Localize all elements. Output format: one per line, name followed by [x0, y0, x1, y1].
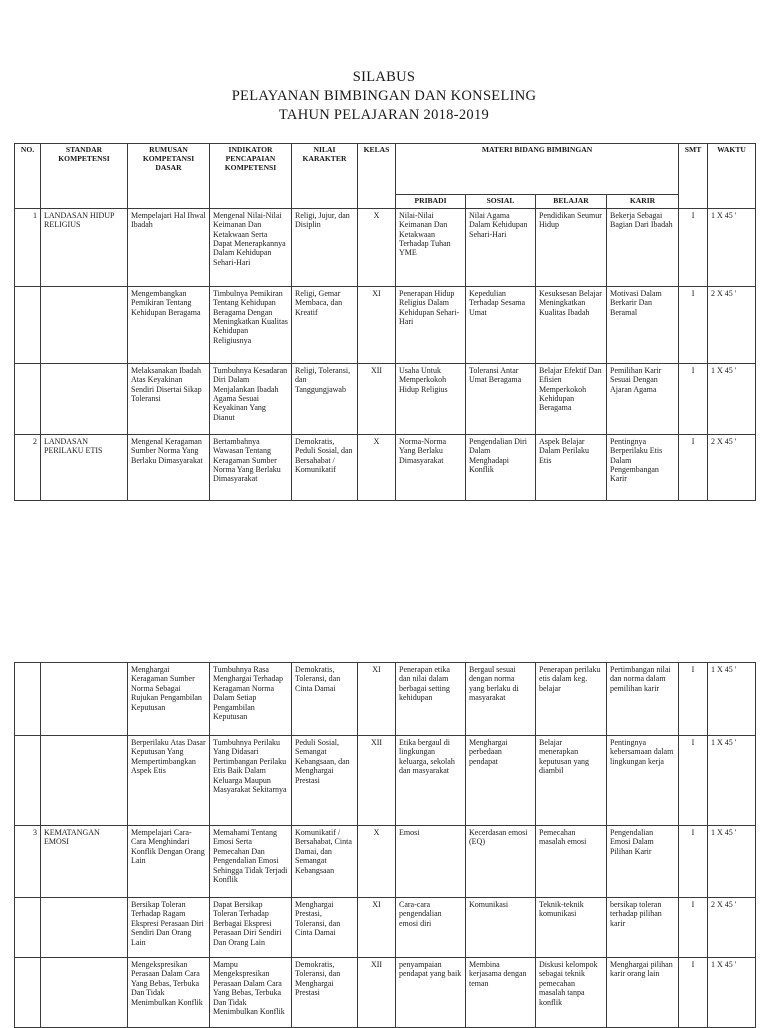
- cell-nilai-karakter: Demokratis, Toleransi, dan Menghargai Prestasi: [292, 958, 358, 1028]
- cell-karir: Pentingnya Berperilaku Etis Dalam Pengembangan Karir: [607, 434, 679, 500]
- cell-no: [15, 898, 41, 958]
- cell-sosial: Pengendalian Diri Dalam Menghadapi Konflik: [466, 434, 536, 500]
- cell-nilai-karakter: Religi, Jujur, dan Disiplin: [292, 208, 358, 286]
- cell-indikator: Bertambahnya Wawasan Tentang Keragaman Sumber Norma Yang Berlaku Dimasyarakat: [210, 434, 292, 500]
- cell-smt: I: [679, 958, 708, 1028]
- document-title-block: [0, 68, 768, 125]
- cell-indikator: Tumbuhnya Rasa Menghargai Terhadap Keragaman Norma Dalam Setiap Pengambilan Keputusan: [210, 663, 292, 736]
- cell-kompetensi-dasar: Bersikap Toleran Terhadap Ragam Ekspresi Perasaan Diri Sendiri Dan Orang Lain: [128, 898, 210, 958]
- cell-smt: I: [679, 363, 708, 434]
- cell-smt: I: [679, 736, 708, 826]
- table-row: [15, 736, 756, 826]
- cell-belajar: Belajar menerapkan keputusan yang diambil: [536, 736, 607, 826]
- cell-waktu: 2 X 45 ': [708, 434, 756, 500]
- cell-pribadi: Cara-cara pengendalian emosi diri: [396, 898, 466, 958]
- cell-belajar: Pemecahan masalah emosi: [536, 826, 607, 898]
- header-indikator: INDIKATOR PENCAPAIAN KOMPETENSI: [210, 144, 292, 209]
- cell-waktu: 2 X 45 ': [708, 286, 756, 363]
- header-pribadi: PRIBADI: [396, 195, 466, 209]
- header-belajar: BELAJAR: [536, 195, 607, 209]
- cell-karir: Pengendalian Emosi Dalam Pilihan Karir: [607, 826, 679, 898]
- cell-indikator: Memahami Tentang Emosi Serta Pemecahan Dan Pengendalian Emosi Sehingga Tidak Terjadi Konflik: [210, 826, 292, 898]
- cell-standar-kompetensi: LANDASAN HIDUP RELIGIUS: [41, 208, 128, 286]
- cell-karir: Pertimbangan nilai dan norma dalam pemilihan karir: [607, 663, 679, 736]
- cell-waktu: 1 X 45 ': [708, 958, 756, 1028]
- table-row: [15, 434, 756, 500]
- cell-no: 3: [15, 826, 41, 898]
- cell-karir: Pemilihan Karir Sesuai Dengan Ajaran Agama: [607, 363, 679, 434]
- cell-standar-kompetensi: [41, 363, 128, 434]
- header-karir: KARIR: [607, 195, 679, 209]
- cell-indikator: Tumbuhnya Kesadaran Diri Dalam Menjalankan Ibadah Agama Sesuai Keyakinan Yang Dianut: [210, 363, 292, 434]
- table-row: [15, 286, 756, 363]
- cell-kompetensi-dasar: Mempelajari Hal Ihwal Ibadah: [128, 208, 210, 286]
- cell-nilai-karakter: Menghargai Prestasi, Toleransi, dan Cinta Damai: [292, 898, 358, 958]
- title-program: PELAYANAN BIMBINGAN DAN KONSELING: [231, 88, 537, 104]
- cell-sosial: Menghargai perbedaan pendapat: [466, 736, 536, 826]
- header-standar-kompetensi: STANDAR KOMPETENSI: [41, 144, 128, 209]
- cell-nilai-karakter: Religi, Toleransi, dan Tanggungjawab: [292, 363, 358, 434]
- cell-kompetensi-dasar: Berperilaku Atas Dasar Keputusan Yang Mempertimbangkan Aspek Etis: [128, 736, 210, 826]
- table-row: [15, 826, 756, 898]
- cell-nilai-karakter: Demokratis, Peduli Sosial, dan Bersahabat / Komunikatif: [292, 434, 358, 500]
- title-year: TAHUN PELAJARAN 2018-2019: [278, 107, 490, 123]
- cell-kelas: XI: [358, 898, 396, 958]
- cell-no: 1: [15, 208, 41, 286]
- table-row: [15, 663, 756, 736]
- cell-smt: I: [679, 208, 708, 286]
- cell-standar-kompetensi: [41, 736, 128, 826]
- table-row: [15, 898, 756, 958]
- cell-pribadi: Usaha Untuk Memperkokoh Hidup Religius: [396, 363, 466, 434]
- cell-standar-kompetensi: KEMATANGAN EMOSI: [41, 826, 128, 898]
- cell-waktu: 1 X 45 ': [708, 208, 756, 286]
- cell-smt: I: [679, 286, 708, 363]
- cell-standar-kompetensi: [41, 958, 128, 1028]
- cell-standar-kompetensi: LANDASAN PERILAKU ETIS: [41, 434, 128, 500]
- cell-pribadi: penyampaian pendapat yang baik: [396, 958, 466, 1028]
- cell-kompetensi-dasar: Mengekspresikan Perasaan Dalam Cara Yang Bebas, Terbuka Dan Tidak Menimbulkan Konflik: [128, 958, 210, 1028]
- cell-sosial: Membina kerjasama dengan teman: [466, 958, 536, 1028]
- cell-waktu: 1 X 45 ': [708, 826, 756, 898]
- cell-belajar: Penerapan perilaku etis dalam keg. belajar: [536, 663, 607, 736]
- cell-sosial: Bergaul sesuai dengan norma yang berlaku di masyarakat: [466, 663, 536, 736]
- cell-indikator: Dapat Bersikap Toleran Terhadap Berbagai Ekspresi Perasaan Diri Sendiri Dan Orang Lain: [210, 898, 292, 958]
- cell-karir: Bekerja Sebagai Bagian Dari Ibadah: [607, 208, 679, 286]
- cell-belajar: Belajar Efektif Dan Efisien Memperkokoh Kehidupan Beragama: [536, 363, 607, 434]
- header-materi: MATERI BIDANG BIMBINGAN: [396, 144, 679, 195]
- cell-pribadi: Penerapan etika dan nilai dalam berbagai setting kehidupan: [396, 663, 466, 736]
- cell-pribadi: Penerapan Hidup Religius Dalam Kehidupan Sehari-Hari: [396, 286, 466, 363]
- table-row: [15, 958, 756, 1028]
- cell-no: 2: [15, 434, 41, 500]
- table-row: [15, 208, 756, 286]
- cell-sosial: Nilai Agama Dalam Kehidupan Sehari-Hari: [466, 208, 536, 286]
- cell-smt: I: [679, 898, 708, 958]
- header-waktu: WAKTU: [708, 144, 756, 209]
- cell-waktu: 2 X 45 ': [708, 898, 756, 958]
- syllabus-table-page-2: [14, 662, 756, 1028]
- cell-pribadi: Norma-Norma Yang Berlaku Dimasyarakat: [396, 434, 466, 500]
- cell-indikator: Timbulnya Pemikiran Tentang Kehidupan Beragama Dengan Meningkatkan Kualitas Kehidupan Religiusnya: [210, 286, 292, 363]
- cell-waktu: 1 X 45 ': [708, 736, 756, 826]
- cell-kelas: X: [358, 826, 396, 898]
- cell-pribadi: Nilai-Nilai Keimanan Dan Ketakwaan Terhadap Tuhan YME: [396, 208, 466, 286]
- cell-indikator: Mengenal Nilai-Nilai Keimanan Dan Ketakwaan Serta Dapat Menerapkannya Dalam Kehidupan Sehari-Hari: [210, 208, 292, 286]
- cell-karir: Motivasi Dalam Berkarir Dan Beramal: [607, 286, 679, 363]
- cell-kelas: X: [358, 434, 396, 500]
- cell-indikator: Mampu Mengekspresikan Perasaan Dalam Cara Yang Bebas, Terbuka Dan Tidak Menimbulkan Konflik: [210, 958, 292, 1028]
- cell-pribadi: Emosi: [396, 826, 466, 898]
- cell-karir: Menghargai pilihan karir orang lain: [607, 958, 679, 1028]
- cell-waktu: 1 X 45 ': [708, 663, 756, 736]
- cell-kelas: XII: [358, 736, 396, 826]
- cell-kelas: XI: [358, 286, 396, 363]
- cell-karir: bersikap toleran terhadap pilihan karir: [607, 898, 679, 958]
- cell-kompetensi-dasar: Mengembangkan Pemikiran Tentang Kehidupan Beragama: [128, 286, 210, 363]
- table-row: [15, 363, 756, 434]
- cell-kompetensi-dasar: Mengenal Keragaman Sumber Norma Yang Berlaku Dimasyarakat: [128, 434, 210, 500]
- title-silabus: SILABUS: [352, 69, 416, 85]
- header-sosial: SOSIAL: [466, 195, 536, 209]
- cell-belajar: Kesuksesan Belajar Meningkatkan Kualitas Ibadah: [536, 286, 607, 363]
- cell-nilai-karakter: Peduli Sosial, Semangat Kebangsaan, dan Menghargai Prestasi: [292, 736, 358, 826]
- cell-kelas: XII: [358, 363, 396, 434]
- header-smt: SMT: [679, 144, 708, 209]
- cell-kompetensi-dasar: Melaksanakan Ibadah Atas Keyakinan Sendiri Disertai Sikap Toleransi: [128, 363, 210, 434]
- cell-indikator: Tumbuhnya Perilaku Yang Didasari Pertimbangan Perilaku Etis Baik Dalam Keluarga Maupun Masyarakat Sekitarnya: [210, 736, 292, 826]
- header-kompetensi-dasar: RUMUSAN KOMPETANSI DASAR: [128, 144, 210, 209]
- cell-karir: Pentingnya kebersamaan dalam lingkungan kerja: [607, 736, 679, 826]
- cell-belajar: Teknik-teknik komunikasi: [536, 898, 607, 958]
- cell-sosial: Toleransi Antar Umat Beragama: [466, 363, 536, 434]
- header-nilai-karakter: NILAI KARAKTER: [292, 144, 358, 209]
- cell-waktu: 1 X 45 ': [708, 363, 756, 434]
- cell-standar-kompetensi: [41, 898, 128, 958]
- cell-no: [15, 736, 41, 826]
- syllabus-table-page-1: [14, 143, 756, 501]
- cell-kelas: XI: [358, 663, 396, 736]
- cell-standar-kompetensi: [41, 286, 128, 363]
- cell-nilai-karakter: Demokratis, Toleransi, dan Cinta Damai: [292, 663, 358, 736]
- cell-nilai-karakter: Religi, Gemar Membaca, dan Kreatif: [292, 286, 358, 363]
- cell-smt: I: [679, 826, 708, 898]
- cell-smt: I: [679, 434, 708, 500]
- cell-sosial: Komunikasi: [466, 898, 536, 958]
- cell-smt: I: [679, 663, 708, 736]
- cell-no: [15, 286, 41, 363]
- cell-kelas: X: [358, 208, 396, 286]
- cell-pribadi: Etika bergaul di lingkungan keluarga, sekolah dan masyarakat: [396, 736, 466, 826]
- cell-no: [15, 363, 41, 434]
- cell-standar-kompetensi: [41, 663, 128, 736]
- cell-kompetensi-dasar: Mempelajari Cara-Cara Menghindari Konflik Dengan Orang Lain: [128, 826, 210, 898]
- cell-no: [15, 958, 41, 1028]
- cell-kelas: XII: [358, 958, 396, 1028]
- header-no: NO.: [15, 144, 41, 209]
- cell-sosial: Kecerdasan emosi (EQ): [466, 826, 536, 898]
- cell-belajar: Diskusi kelompok sebagai teknik pemecahan masalah tanpa konflik: [536, 958, 607, 1028]
- cell-kompetensi-dasar: Menghargai Keragaman Sumber Norma Sebagai Rujukan Pengambilan Keputusan: [128, 663, 210, 736]
- cell-belajar: Aspek Belajar Dalam Perilaku Etis: [536, 434, 607, 500]
- header-kelas: KELAS: [358, 144, 396, 209]
- cell-sosial: Kepedulian Terhadap Sesama Umat: [466, 286, 536, 363]
- cell-nilai-karakter: Komunikatif / Bersahabat, Cinta Damai, dan Semangat Kebangsaan: [292, 826, 358, 898]
- cell-belajar: Pendidikan Seumur Hidup: [536, 208, 607, 286]
- cell-no: [15, 663, 41, 736]
